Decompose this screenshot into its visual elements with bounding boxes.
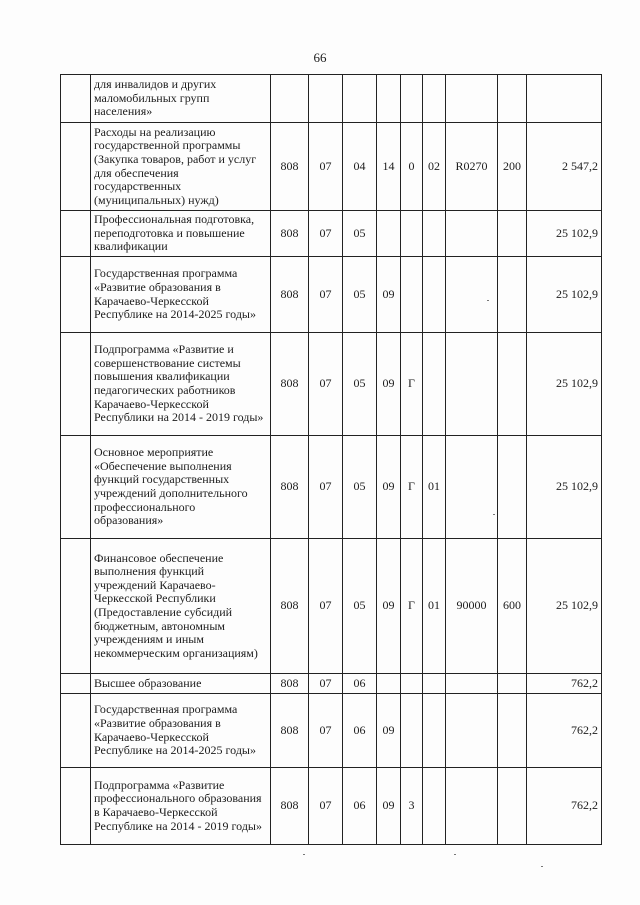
measure-code-cell: 01 xyxy=(423,436,446,539)
row-name-cell: Государственная программа «Развитие образования в Карачаево-Черкесской Республике на 2014-2025 годы» xyxy=(91,694,271,768)
program-code-cell: 09 xyxy=(377,694,401,768)
row-spacer-cell xyxy=(61,436,91,539)
scan-speck xyxy=(303,854,305,855)
section-code-cell: 07 xyxy=(309,694,343,768)
subprogram-code-cell: Г xyxy=(401,539,423,674)
table-row xyxy=(61,333,602,436)
row-name-cell: Государственная программа «Развитие образования в Карачаево-Черкесской Республике на 2014-2025 годы» xyxy=(91,257,271,333)
row-name-cell: Подпрограмма «Развитие профессионального образования в Карачаево-Черкесской Республике на 2014 - 2019 годы» xyxy=(91,768,271,845)
table-row xyxy=(61,123,602,211)
row-name-cell: для инвалидов и других маломобильных групп населения» xyxy=(91,75,271,123)
measure-code-cell xyxy=(423,674,446,694)
amount-cell: 25 102,9 xyxy=(527,436,602,539)
measure-code-cell xyxy=(423,257,446,333)
row-name-cell: Профессиональная подготовка, переподготовка и повышение квалификации xyxy=(91,211,271,257)
section-code-cell: 07 xyxy=(309,539,343,674)
subsection-code-cell: 05 xyxy=(343,436,377,539)
direction-code-cell xyxy=(446,333,498,436)
subsection-code-cell: 06 xyxy=(343,694,377,768)
expense-type-cell xyxy=(498,768,527,845)
direction-code-cell xyxy=(446,211,498,257)
program-code-cell: 09 xyxy=(377,333,401,436)
section-code-cell: 07 xyxy=(309,333,343,436)
subprogram-code-cell xyxy=(401,75,423,123)
row-spacer-cell xyxy=(61,75,91,123)
scan-speck xyxy=(541,866,543,867)
program-code-cell: 09 xyxy=(377,436,401,539)
row-name-cell: Финансовое обеспечение выполнения функций учреждений Карачаево-Черкесской Республики (Предоставление субсидий бюджетным, автономным учреждениям и иным некоммерческим организациям) xyxy=(91,539,271,674)
ministry-code-cell: 808 xyxy=(271,333,309,436)
amount-cell: 25 102,9 xyxy=(527,211,602,257)
section-code-cell: 07 xyxy=(309,257,343,333)
amount-cell: 25 102,9 xyxy=(527,257,602,333)
amount-cell: 25 102,9 xyxy=(527,333,602,436)
direction-code-cell xyxy=(446,75,498,123)
subprogram-code-cell xyxy=(401,211,423,257)
subsection-code-cell: 06 xyxy=(343,674,377,694)
measure-code-cell xyxy=(423,768,446,845)
subprogram-code-cell: Г xyxy=(401,333,423,436)
subsection-code-cell xyxy=(343,75,377,123)
section-code-cell xyxy=(309,75,343,123)
row-name-cell: Подпрограмма «Развитие и совершенствование системы повышения квалификации педагогических работников Карачаево-Черкесской Республики на 2014 - 2019 годы» xyxy=(91,333,271,436)
program-code-cell: 14 xyxy=(377,123,401,211)
expense-type-cell: 600 xyxy=(498,539,527,674)
direction-code-cell xyxy=(446,674,498,694)
row-spacer-cell xyxy=(61,694,91,768)
program-code-cell: 09 xyxy=(377,768,401,845)
section-code-cell: 07 xyxy=(309,674,343,694)
program-code-cell: 09 xyxy=(377,539,401,674)
row-name-cell: Расходы на реализацию государственной программы (Закупка товаров, работ и услуг для обеспечения государственных (муниципальных) нужд) xyxy=(91,123,271,211)
subprogram-code-cell: 3 xyxy=(401,768,423,845)
measure-code-cell xyxy=(423,333,446,436)
expense-type-cell xyxy=(498,333,527,436)
amount-cell: 762,2 xyxy=(527,694,602,768)
row-spacer-cell xyxy=(61,257,91,333)
scan-speck xyxy=(493,514,495,515)
page-number: 66 xyxy=(313,50,327,65)
expense-type-cell xyxy=(498,75,527,123)
table-row xyxy=(61,257,602,333)
ministry-code-cell: 808 xyxy=(271,768,309,845)
ministry-code-cell: 808 xyxy=(271,211,309,257)
subprogram-code-cell xyxy=(401,257,423,333)
direction-code-cell xyxy=(446,768,498,845)
measure-code-cell xyxy=(423,694,446,768)
subprogram-code-cell xyxy=(401,674,423,694)
section-code-cell: 07 xyxy=(309,211,343,257)
row-spacer-cell xyxy=(61,211,91,257)
table-row xyxy=(61,694,602,768)
ministry-code-cell: 808 xyxy=(271,123,309,211)
measure-code-cell xyxy=(423,75,446,123)
expense-type-cell xyxy=(498,211,527,257)
subsection-code-cell: 05 xyxy=(343,333,377,436)
table-row xyxy=(61,768,602,845)
row-spacer-cell xyxy=(61,768,91,845)
expense-type-cell xyxy=(498,674,527,694)
row-name-cell: Основное мероприятие «Обеспечение выполнения функций государственных учреждений дополнительного профессионального образования» xyxy=(91,436,271,539)
table-row xyxy=(61,436,602,539)
program-code-cell xyxy=(377,75,401,123)
amount-cell: 2 547,2 xyxy=(527,123,602,211)
subprogram-code-cell: Г xyxy=(401,436,423,539)
amount-cell xyxy=(527,75,602,123)
ministry-code-cell: 808 xyxy=(271,257,309,333)
direction-code-cell xyxy=(446,694,498,768)
subsection-code-cell: 05 xyxy=(343,539,377,674)
measure-code-cell: 02 xyxy=(423,123,446,211)
row-spacer-cell xyxy=(61,539,91,674)
subsection-code-cell: 05 xyxy=(343,257,377,333)
program-code-cell xyxy=(377,674,401,694)
row-spacer-cell xyxy=(61,674,91,694)
table-row xyxy=(61,75,602,123)
section-code-cell: 07 xyxy=(309,123,343,211)
scan-speck xyxy=(454,854,456,855)
expense-type-cell xyxy=(498,257,527,333)
subsection-code-cell: 06 xyxy=(343,768,377,845)
expense-type-cell xyxy=(498,436,527,539)
program-code-cell xyxy=(377,211,401,257)
subprogram-code-cell xyxy=(401,694,423,768)
section-code-cell: 07 xyxy=(309,768,343,845)
amount-cell: 762,2 xyxy=(527,768,602,845)
measure-code-cell xyxy=(423,211,446,257)
ministry-code-cell: 808 xyxy=(271,539,309,674)
ministry-code-cell: 808 xyxy=(271,694,309,768)
subsection-code-cell: 05 xyxy=(343,211,377,257)
amount-cell: 25 102,9 xyxy=(527,539,602,674)
table-row xyxy=(61,539,602,674)
measure-code-cell: 01 xyxy=(423,539,446,674)
direction-code-cell xyxy=(446,257,498,333)
table-row xyxy=(61,674,602,694)
expense-type-cell xyxy=(498,694,527,768)
budget-table xyxy=(60,74,602,845)
direction-code-cell xyxy=(446,436,498,539)
amount-cell: 762,2 xyxy=(527,674,602,694)
subprogram-code-cell: 0 xyxy=(401,123,423,211)
ministry-code-cell: 808 xyxy=(271,674,309,694)
expense-type-cell: 200 xyxy=(498,123,527,211)
table-row xyxy=(61,211,602,257)
row-spacer-cell xyxy=(61,333,91,436)
direction-code-cell: 90000 xyxy=(446,539,498,674)
section-code-cell: 07 xyxy=(309,436,343,539)
ministry-code-cell: 808 xyxy=(271,436,309,539)
row-spacer-cell xyxy=(61,123,91,211)
row-name-cell: Высшее образование xyxy=(91,674,271,694)
ministry-code-cell xyxy=(271,75,309,123)
program-code-cell: 09 xyxy=(377,257,401,333)
direction-code-cell: R0270 xyxy=(446,123,498,211)
subsection-code-cell: 04 xyxy=(343,123,377,211)
scan-speck xyxy=(487,300,489,301)
